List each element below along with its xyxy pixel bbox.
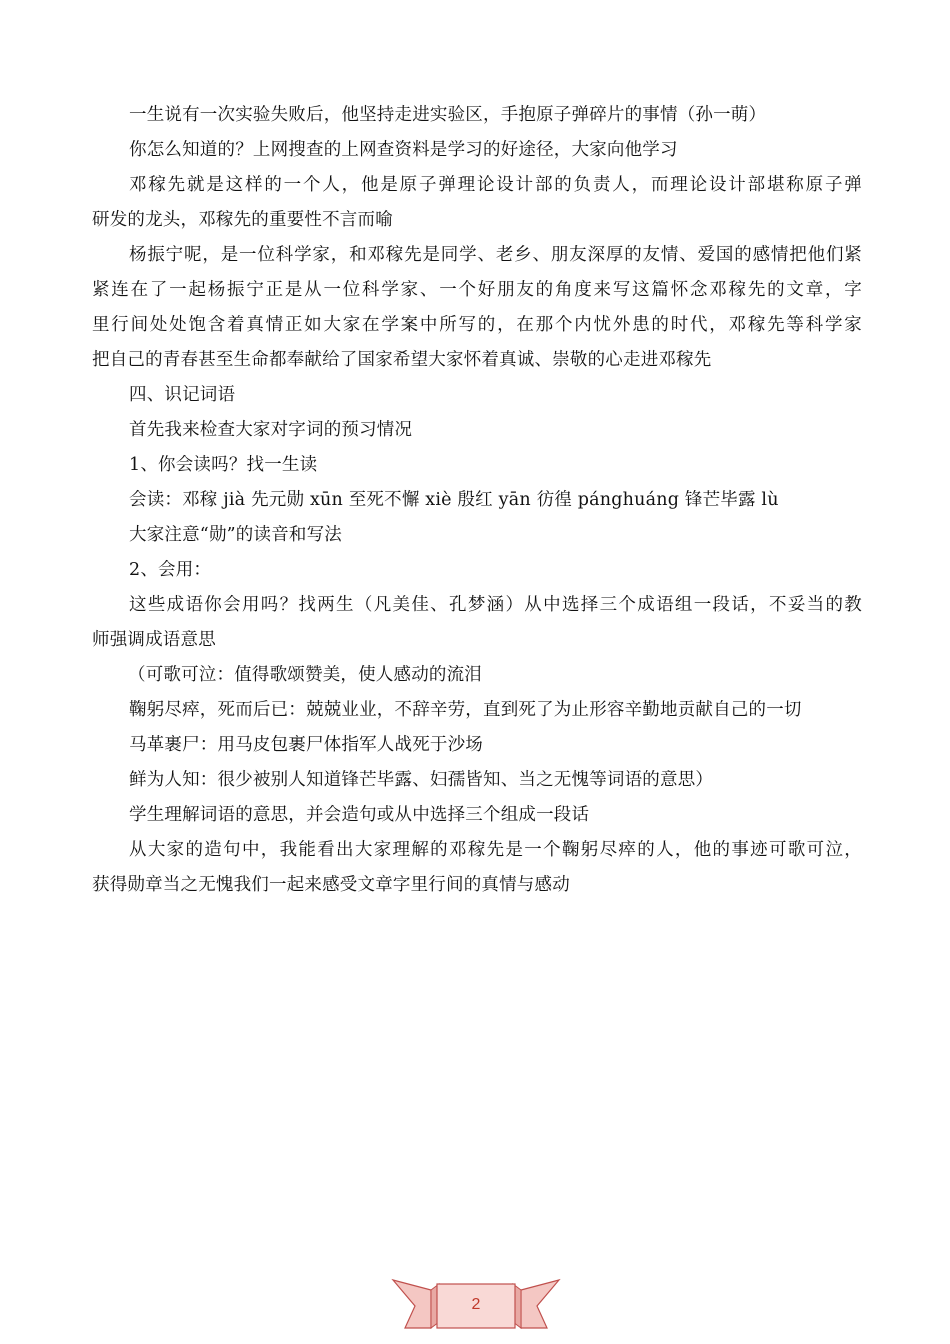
paragraph-line: 你怎么知道的？上网搜查的上网查资料是学习的好途径，大家向他学习 [129, 140, 678, 160]
paragraph-line: 杨振宁呢，是一位科学家，和邓稼先是同学、老乡、朋友深厚的友情、爱国的感情把他们紧 [129, 245, 862, 265]
paragraph-line: 从大家的造句中，我能看出大家理解的邓稼先是一个鞠躬尽瘁的人，他的事迹可歌可泣， [129, 840, 862, 860]
paragraph-line: 学生理解词语的意思，并会造句或从中选择三个组成一段话 [129, 805, 590, 825]
section-heading: 四、识记词语 [129, 385, 236, 405]
pinyin-line: 会读：邓稼 jià 先元勋 xūn 至死不懈 xiè 殷红 yān 彷徨 pánghuáng 锋芒毕露 lù [129, 490, 779, 510]
paragraph-line: 研发的龙头，邓稼先的重要性不言而喻 [92, 210, 393, 230]
paragraph-line: 一生说有一次实验失败后，他坚持走进实验区，手抱原子弹碎片的事情（孙一萌） [129, 105, 767, 125]
paragraph-line: 把自己的青春甚至生命都奉献给了国家希望大家怀着真诚、崇敬的心走进邓稼先 [92, 350, 712, 370]
paragraph-line: 大家注意“勋”的读音和写法 [129, 525, 342, 545]
subsection-heading: 1、你会读吗？找一生读 [129, 455, 318, 475]
idiom-definition: 鞠躬尽瘁，死而后已：兢兢业业，不辞辛劳，直到死了为止形容辛勤地贡献自己的一切 [129, 700, 802, 720]
subsection-heading: 2、会用： [129, 560, 212, 580]
idiom-definition: 鲜为人知：很少被别人知道锋芒毕露、妇孺皆知、当之无愧等词语的意思） [129, 770, 714, 790]
page-number: 2 [471, 1296, 481, 1313]
paragraph-line: 邓稼先就是这样的一个人，他是原子弹理论设计部的负责人，而理论设计部堪称原子弹 [129, 175, 862, 195]
idiom-definition: 马革裹尸：用马皮包裹尸体指军人战死于沙场 [129, 735, 483, 755]
paragraph-line: 首先我来检查大家对字词的预习情况 [129, 420, 413, 440]
document-body [92, 98, 862, 903]
idiom-definition: （可歌可泣：值得歌颂赞美，使人感动的流泪 [128, 665, 482, 685]
page-number-badge [391, 1270, 561, 1340]
paragraph-line: 获得勋章当之无愧我们一起来感受文章字里行间的真情与感动 [92, 875, 570, 895]
paragraph-line: 师强调成语意思 [92, 630, 216, 650]
paragraph-line: 这些成语你会用吗？找两生（凡美佳、孔梦涵）从中选择三个成语组一段话，不妥当的教 [129, 595, 862, 615]
paragraph-line: 里行间处处饱含着真情正如大家在学案中所写的，在那个内忧外患的时代，邓稼先等科学家 [92, 315, 862, 335]
paragraph-line: 紧连在了一起杨振宁正是从一位科学家、一个好朋友的角度来写这篇怀念邓稼先的文章，字 [92, 280, 862, 300]
